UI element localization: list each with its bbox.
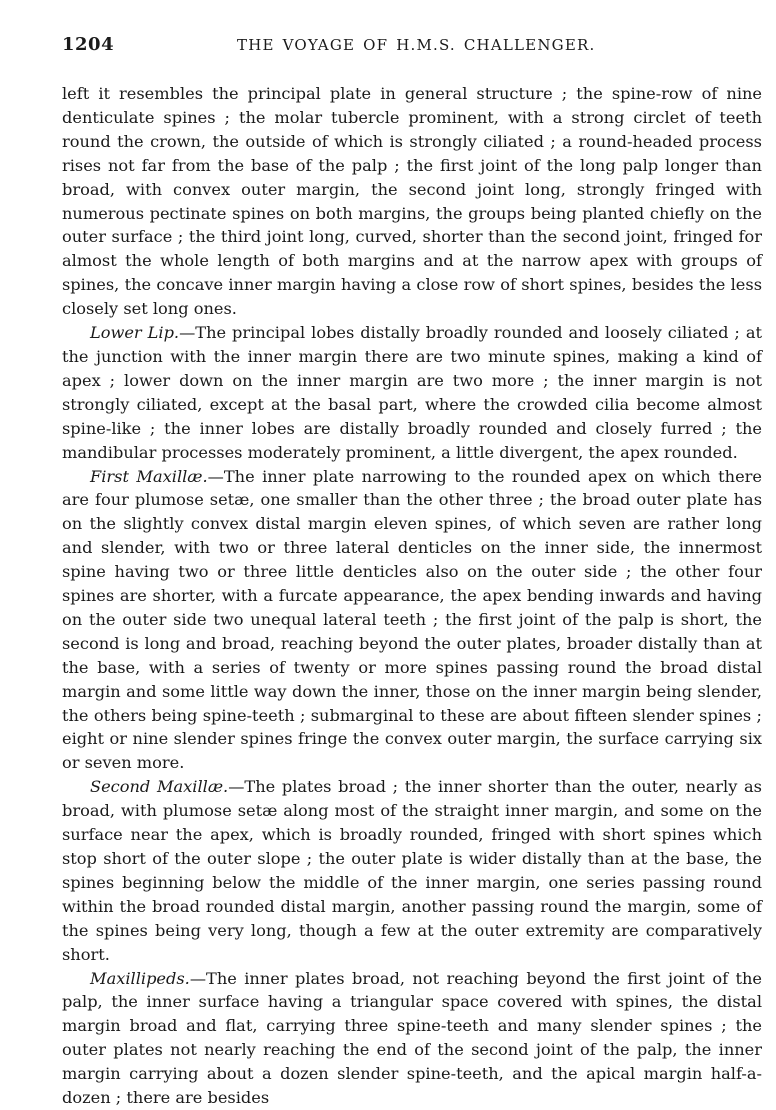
running-title: THE VOYAGE OF H.M.S. CHALLENGER.: [237, 36, 596, 54]
paragraph-text: —The principal lobes distally broadly rounded and loosely ciliated ; at the junction with the inner margin there are two minute spines, making a kind of apex ; lower down on the inner margin are two more ; the inner margin is not strongly ciliated, except at the basal part, where the crowded cilia become almost spine-like ; the inner lobes are distally broadly rounded and closely furred ; the mandibular processes moderately prominent, a little divergent, the apex rounded.: [62, 323, 762, 462]
page-header: [62, 34, 722, 60]
section-heading-second-maxillae: Second Maxillæ.: [90, 777, 229, 797]
body-text: [62, 82, 762, 1110]
paragraph-text: —The plates broad ; the inner shorter than the outer, nearly as broad, with plumose setæ along most of the straight inner margin, and some on the surface near the apex, which is broadly rounded, fringed with short spines which stop short of the outer slope ; the outer plate is wider distally than at the base, the spines beginning below the middle of the inner margin, one series passing round within the broad rounded distal margin, another passing round the margin, some of the spines being very long, though a few at the outer extremity are comparatively short.: [62, 777, 762, 964]
paragraph-text: left it resembles the principal plate in general structure ; the spine-row of nine denticulate spines ; the molar tubercle prominent, with a strong circlet of teeth round the crown, the outside of which is strongly ciliated ; a round-headed process rises not far from the base of the palp ; the first joint of the long palp longer than broad, with convex outer margin, the second joint long, strongly fringed with numerous pectinate spines on both margins, the groups being planted chiefly on the outer surface ; the third joint long, curved, shorter than the second joint, fringed for almost the whole length of both margins and at the narrow apex with groups of spines, the concave inner margin having a close row of short spines, besides the less closely set long ones.: [62, 84, 762, 319]
paragraph-maxillipeds: [62, 967, 762, 1110]
paragraph-second-maxillae: [62, 775, 762, 966]
paragraph-text: —The inner plates broad, not reaching beyond the first joint of the palp, the inner surface having a triangular space covered with spines, the distal margin broad and flat, carrying three spine-teeth and many slender spines ; the outer plates not nearly reaching the end of the second joint of the palp, the inner margin carrying about a dozen slender spine-teeth, and the apical margin half-a-dozen ; there are besides: [62, 968, 762, 1108]
paragraph-text: —The inner plate narrowing to the rounded apex on which there are four plumose setæ, one smaller than the other three ; the broad outer plate has on the slightly convex distal margin eleven spines, of which seven are rather long and slender, with two or three lateral denticles on the inner side, the innermost spine having two or three little denticles also on the outer side ; the other four spines are shorter, with a furcate appearance, the apex bending inwards and having on the outer side two unequal lateral teeth ; the first joint of the palp is short, the second is long and broad, reaching beyond the outer plates, broader distally than at the base, with a series of twenty or more spines passing round the broad distal margin and some little way down the inner, those on the inner margin being slender, the others being spine-teeth ; submarginal to these are about fifteen slender spines ; eight or nine slender spines fringe the convex outer margin, the surface carrying six or seven more.: [62, 466, 762, 773]
page-number: 1204: [62, 34, 115, 55]
paragraph-lower-lip: [62, 321, 762, 464]
paragraph-first-maxillae: [62, 465, 762, 776]
paragraph-mandible-continuation: [62, 82, 762, 321]
section-heading-lower-lip: Lower Lip.: [90, 323, 180, 343]
section-heading-maxillipeds: Maxillipeds.: [90, 968, 190, 988]
section-heading-first-maxillae: First Maxillæ.: [90, 466, 208, 486]
